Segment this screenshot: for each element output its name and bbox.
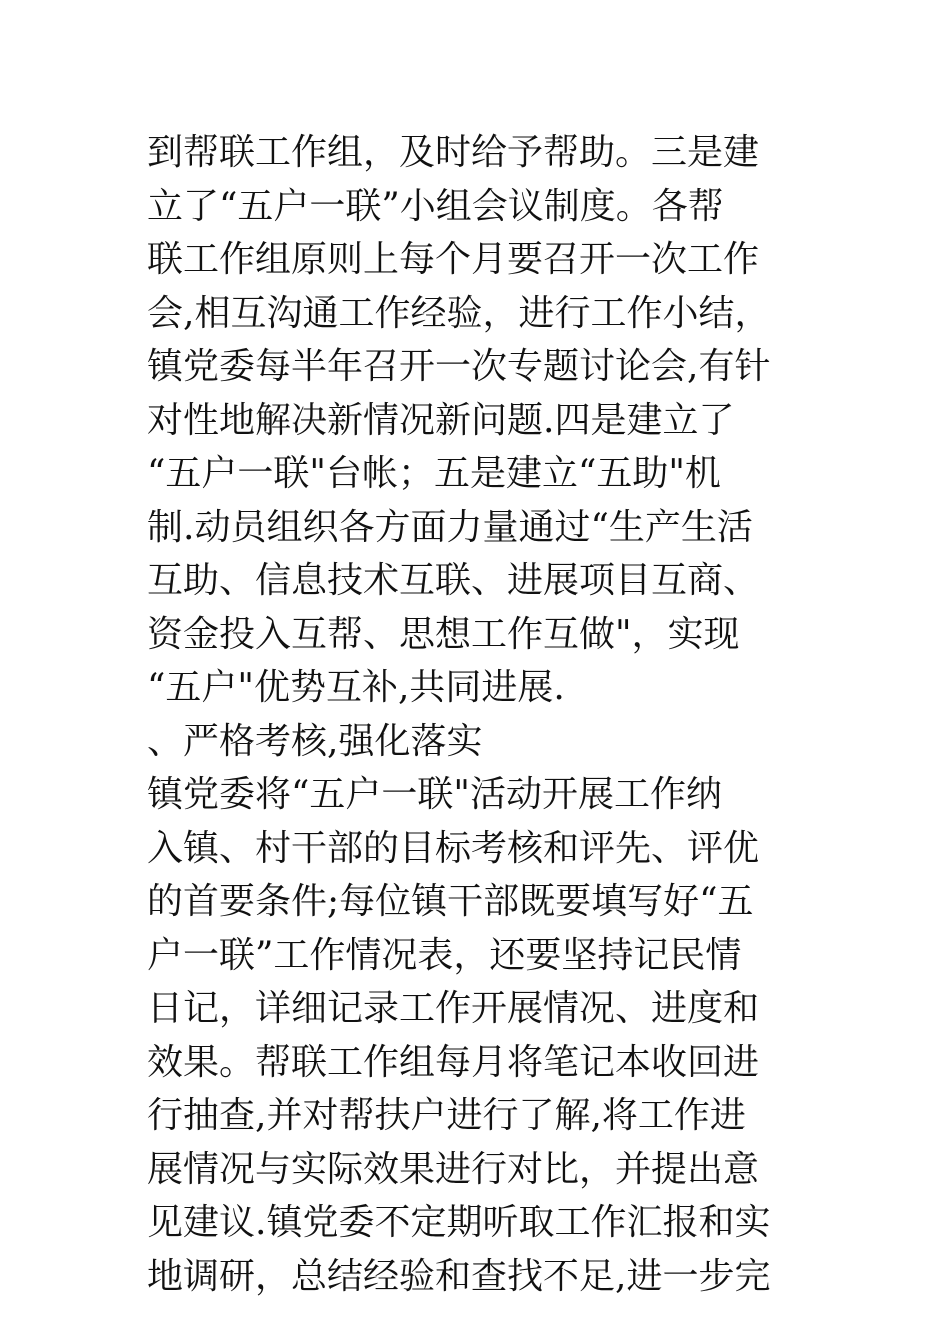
section-heading: 、严格考核,强化落实	[147, 720, 483, 762]
text-line: 立了“五户一联”小组会议制度。各帮	[147, 185, 724, 227]
text-line: 到帮联工作组，及时给予帮助。三是建	[147, 132, 760, 173]
text-line: 对性地解决新情况新问题.四是建立了	[147, 399, 735, 441]
text-line: 地调研，总结经验和查找不足,进一步完	[147, 1255, 771, 1297]
text-line: 的首要条件;每位镇干部既要填写好“五	[147, 881, 754, 922]
text-line: 效果。帮联工作组每月将笔记本收回进	[147, 1041, 760, 1083]
text-line: 互助、信息技术互联、进展项目互商、	[147, 560, 760, 601]
text-line: 会,相互沟通工作经验，进行工作小结，	[147, 292, 771, 334]
body-text	[147, 126, 817, 1303]
text-line: “五户"优势互补,共同进展.	[147, 667, 565, 708]
text-line: 展情况与实际效果进行对比，并提出意	[147, 1148, 760, 1190]
text-line: 见建议.镇党委不定期听取工作汇报和实	[147, 1202, 771, 1243]
text-line: 行抽查,并对帮扶户进行了解,将工作进	[147, 1095, 746, 1136]
text-line: “五户一联"台帐；五是建立“五助"机	[147, 453, 721, 494]
text-line: 制.动员组织各方面力量通过“生产生活	[147, 506, 753, 548]
text-line: 联工作组原则上每个月要召开一次工作	[147, 239, 760, 280]
text-line: 户一联”工作情况表，还要坚持记民情	[147, 934, 742, 976]
text-line: 日记，详细记录工作开展情况、进度和	[147, 988, 760, 1029]
text-line: 资金投入互帮、思想工作互做"，实现	[147, 613, 740, 655]
text-line: 镇党委将“五户一联"活动开展工作纳	[147, 774, 722, 815]
text-line: 镇党委每半年召开一次专题讨论会,有针	[147, 346, 771, 387]
text-line: 入镇、村干部的目标考核和评先、评优	[147, 827, 760, 869]
